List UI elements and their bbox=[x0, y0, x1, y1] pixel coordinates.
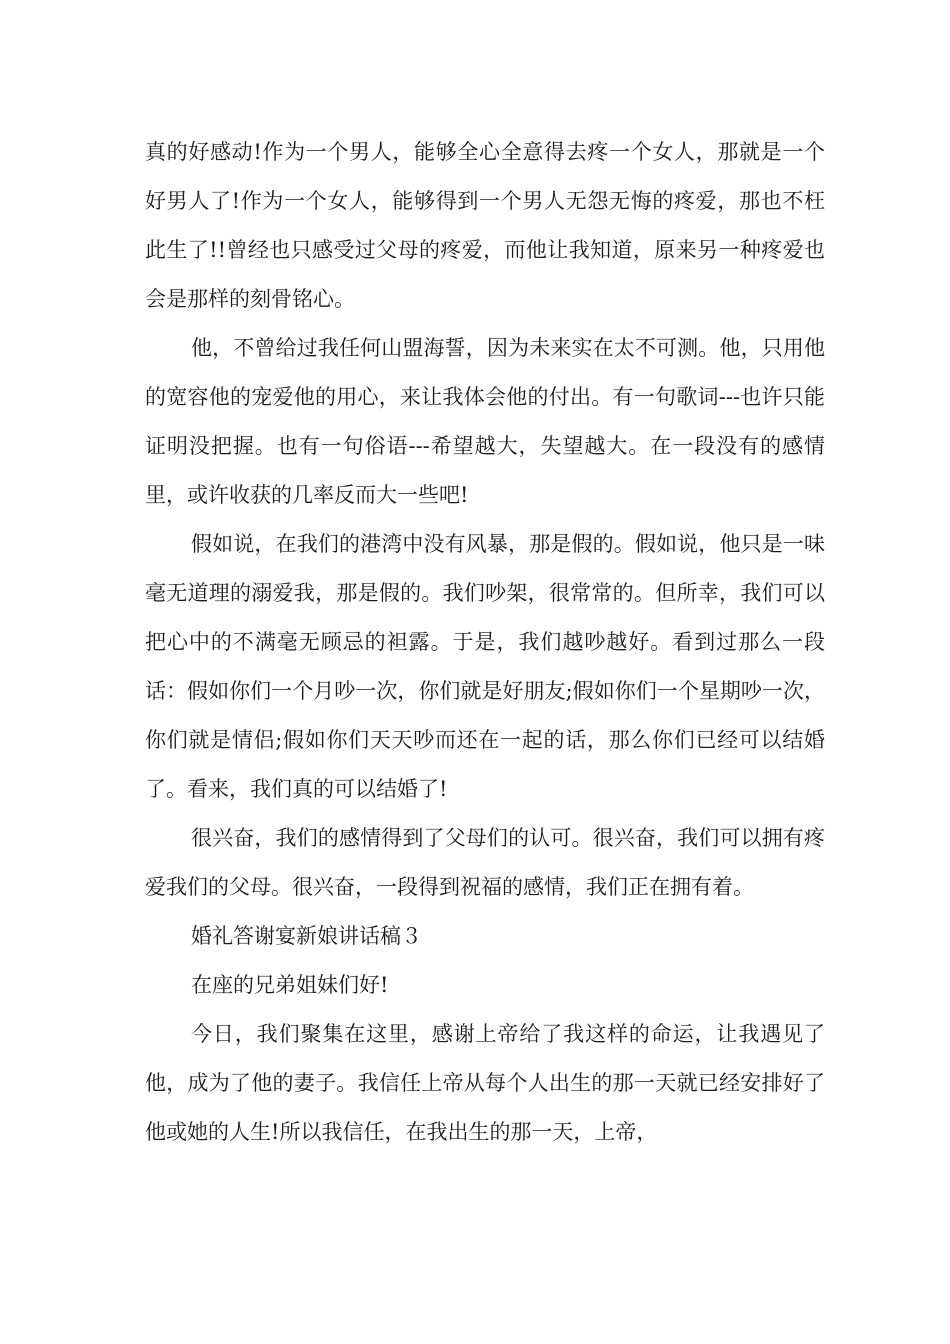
section-heading: 婚礼答谢宴新娘讲话稿３ bbox=[191, 924, 422, 948]
paragraph-3: 假如说，在我们的港湾中没有风暴，那是假的。假如说，他只是一味毫无道理的溺爱我，那是假的。我们吵架，很常常的。但所幸，我们可以把心中的不满毫无顾忌的袒露。于是，我们越吵越好。看到过那么一段话：假如你们一个月吵一次，你们就是好朋友;假如你们一个星期吵一次，你们就是情侣;假如你们天天吵而还在一起的话，那么你们已经可以结婚了。看来，我们真的可以结婚了! bbox=[145, 532, 825, 801]
paragraph-1: 真的好感动!作为一个男人，能够全心全意得去疼一个女人，那就是一个好男人了!作为一个女人，能够得到一个男人无怨无悔的疼爱，那也不枉此生了!!曾经也只感受过父母的疼爱，而他让我知道，原来另一种疼爱也会是那样的刻骨铭心。 bbox=[145, 140, 825, 311]
greeting-line: 在座的兄弟姐妹们好! bbox=[191, 973, 389, 997]
document-body bbox=[145, 128, 825, 1157]
paragraph-2: 他，不曾给过我任何山盟海誓，因为未来实在太不可测。他，只用他的宽容他的宠爱他的用心，来让我体会他的付出。有一句歌词---也许只能证明没把握。也有一句俗语---希望越大，失望越大。在一段没有的感情里，或许收获的几率反而大一些吧! bbox=[145, 336, 825, 507]
paragraph-7: 今日，我们聚集在这里，感谢上帝给了我这样的命运，让我遇见了他，成为了他的妻子。我信任上帝从每个人出生的那一天就已经安排好了他或她的人生!所以我信任，在我出生的那一天，上帝， bbox=[145, 1022, 825, 1144]
paragraph-4: 很兴奋，我们的感情得到了父母们的认可。很兴奋，我们可以拥有疼爱我们的父母。很兴奋，一段得到祝福的感情，我们正在拥有着。 bbox=[145, 826, 825, 899]
